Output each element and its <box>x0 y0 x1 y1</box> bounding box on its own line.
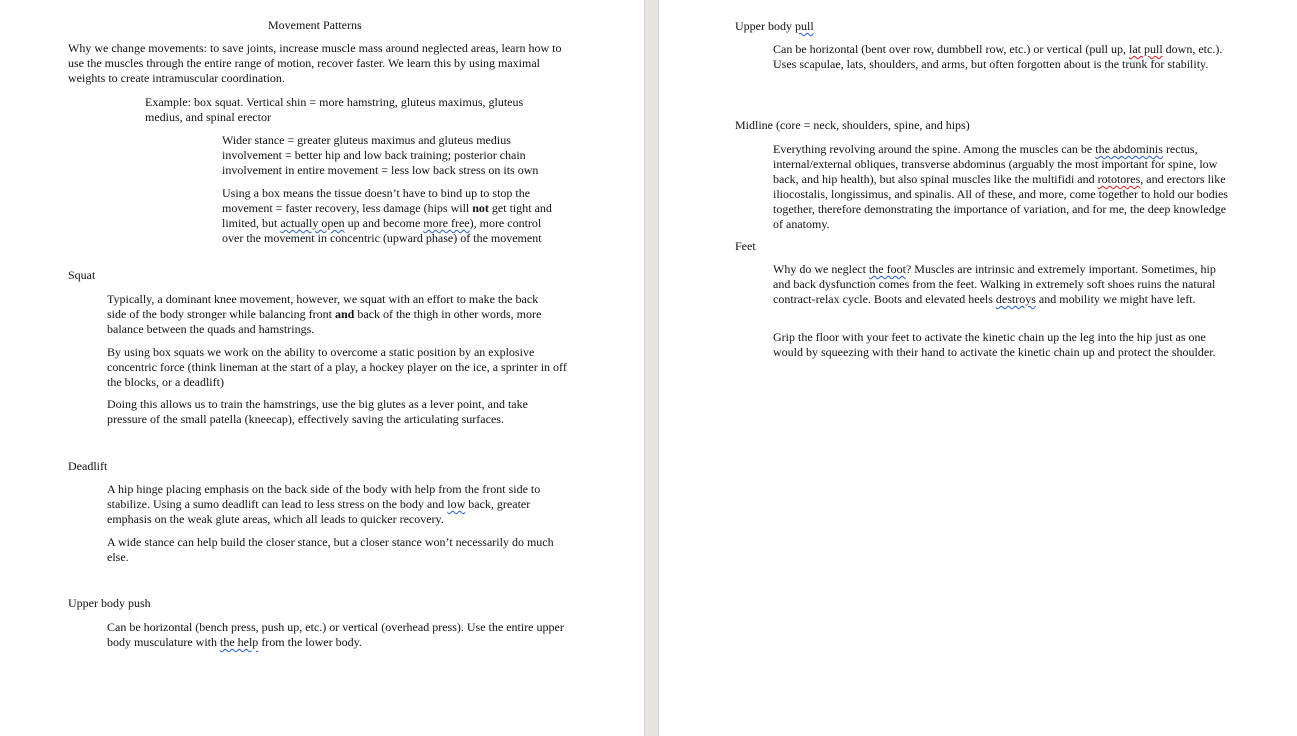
heading-feet: Feet <box>735 239 756 253</box>
feet-paragraph-2: Grip the floor with your feet to activate the kinetic chain up the leg into the hip just as one would by squeezing with their hand to activate the kinetic chain up and protect the shoulder. <box>773 330 1216 359</box>
box-paragraph: Using a box means the tissue doesn’t have to bind up to stop the movement = faster recovery, less damage (hips will not get tight and limited, but actually open up and become more free), more control over the movement in concentric (upward phase) of the movement <box>222 186 552 245</box>
document-page-right <box>659 0 1297 736</box>
squat-paragraph-1: Typically, a dominant knee movement, however, we squat with an effort to make the back side of the body stronger while balancing front and back of the thigh in other words, more balance between the quads and hamstrings. <box>107 292 542 336</box>
grammar-flag[interactable]: the foot <box>868 262 906 276</box>
wider-stance-paragraph: Wider stance = greater gluteus maximus and gluteus medius involvement = better hip and low back training; posterior chain involvement in entire movement = less low back stress on its own <box>222 133 539 177</box>
spelling-flag[interactable]: rototores <box>1097 172 1141 186</box>
heading-upper-body-push: Upper body push <box>68 596 151 610</box>
grammar-flag[interactable]: actually open <box>280 216 345 230</box>
heading-midline: Midline (core = neck, shoulders, spine, and hips) <box>735 118 970 132</box>
grammar-flag[interactable]: low <box>447 497 466 511</box>
push-paragraph: Can be horizontal (bench press, push up, etc.) or vertical (overhead press). Use the entire upper body musculature with the help from the lower body. <box>107 620 564 649</box>
grammar-flag[interactable]: the help <box>219 635 259 649</box>
document-page-left <box>0 0 644 736</box>
deadlift-paragraph-2: A wide stance can help build the closer stance, but a closer stance won’t necessarily do much else. <box>107 535 554 564</box>
example-paragraph: Example: box squat. Vertical shin = more hamstring, gluteus maximus, gluteus medius, and spinal erector <box>145 95 524 124</box>
heading-upper-body-pull: Upper body pull <box>735 19 814 33</box>
heading-squat: Squat <box>68 268 96 282</box>
heading-deadlift: Deadlift <box>68 459 108 473</box>
pull-paragraph: Can be horizontal (bent over row, dumbbell row, etc.) or vertical (pull up, lat pull down, etc.). Uses scapulae, lats, shoulders, and arms, but often forgotten about is the trunk for stability. <box>773 42 1223 71</box>
feet-paragraph-1: Why do we neglect the foot? Muscles are intrinsic and extremely important. Sometimes, hip and back dysfunction comes from the feet. Walking in extremely soft shoes ruins the natural contract-relax cycle. Boots and elevated heels destroys and mobility we might have left. <box>773 262 1216 306</box>
midline-paragraph: Everything revolving around the spine. Among the muscles can be the abdominis rectus, internal/external obliques, transverse abdominus (arguably the most important for spine, low back, and hip health), but also spinal muscles like the multifidi and rototores, and erectors like iliocostalis, longissimus, and spinalis. All of these, and more, come together to hold our bodies together, therefore demonstrating the importance of variation, and for me, the deep knowledge of anatomy. <box>773 142 1228 231</box>
page-gutter <box>644 0 659 736</box>
intro-paragraph: Why we change movements: to save joints, increase muscle mass around neglected areas, learn how to use the muscles through the entire range of motion, recover faster. We learn this by using maximal weights to create intramuscular coordination. <box>68 41 562 85</box>
grammar-flag[interactable]: more free <box>423 216 470 230</box>
grammar-flag[interactable]: destroys <box>995 292 1036 306</box>
spelling-flag[interactable]: lat pull <box>1129 42 1163 56</box>
squat-paragraph-2: By using box squats we work on the ability to overcome a static position by an explosive concentric force (think lineman at the start of a play, a hockey player on the ice, a sprinter in off the blocks, or a deadlift) <box>107 345 567 389</box>
squat-paragraph-3: Doing this allows us to train the hamstrings, use the big glutes as a lever point, and take pressure of the small patella (kneecap), effectively saving the articulating surfaces. <box>107 397 528 426</box>
page-title: Movement Patterns <box>268 18 362 32</box>
grammar-flag[interactable]: pull <box>795 19 814 33</box>
deadlift-paragraph-1: A hip hinge placing emphasis on the back side of the body with help from the front side to stabilize. Using a sumo deadlift can lead to less stress on the body and low back, greater emphasis on the weak glute areas, which all leads to quicker recovery. <box>107 482 541 526</box>
grammar-flag[interactable]: the abdominis <box>1095 142 1163 156</box>
